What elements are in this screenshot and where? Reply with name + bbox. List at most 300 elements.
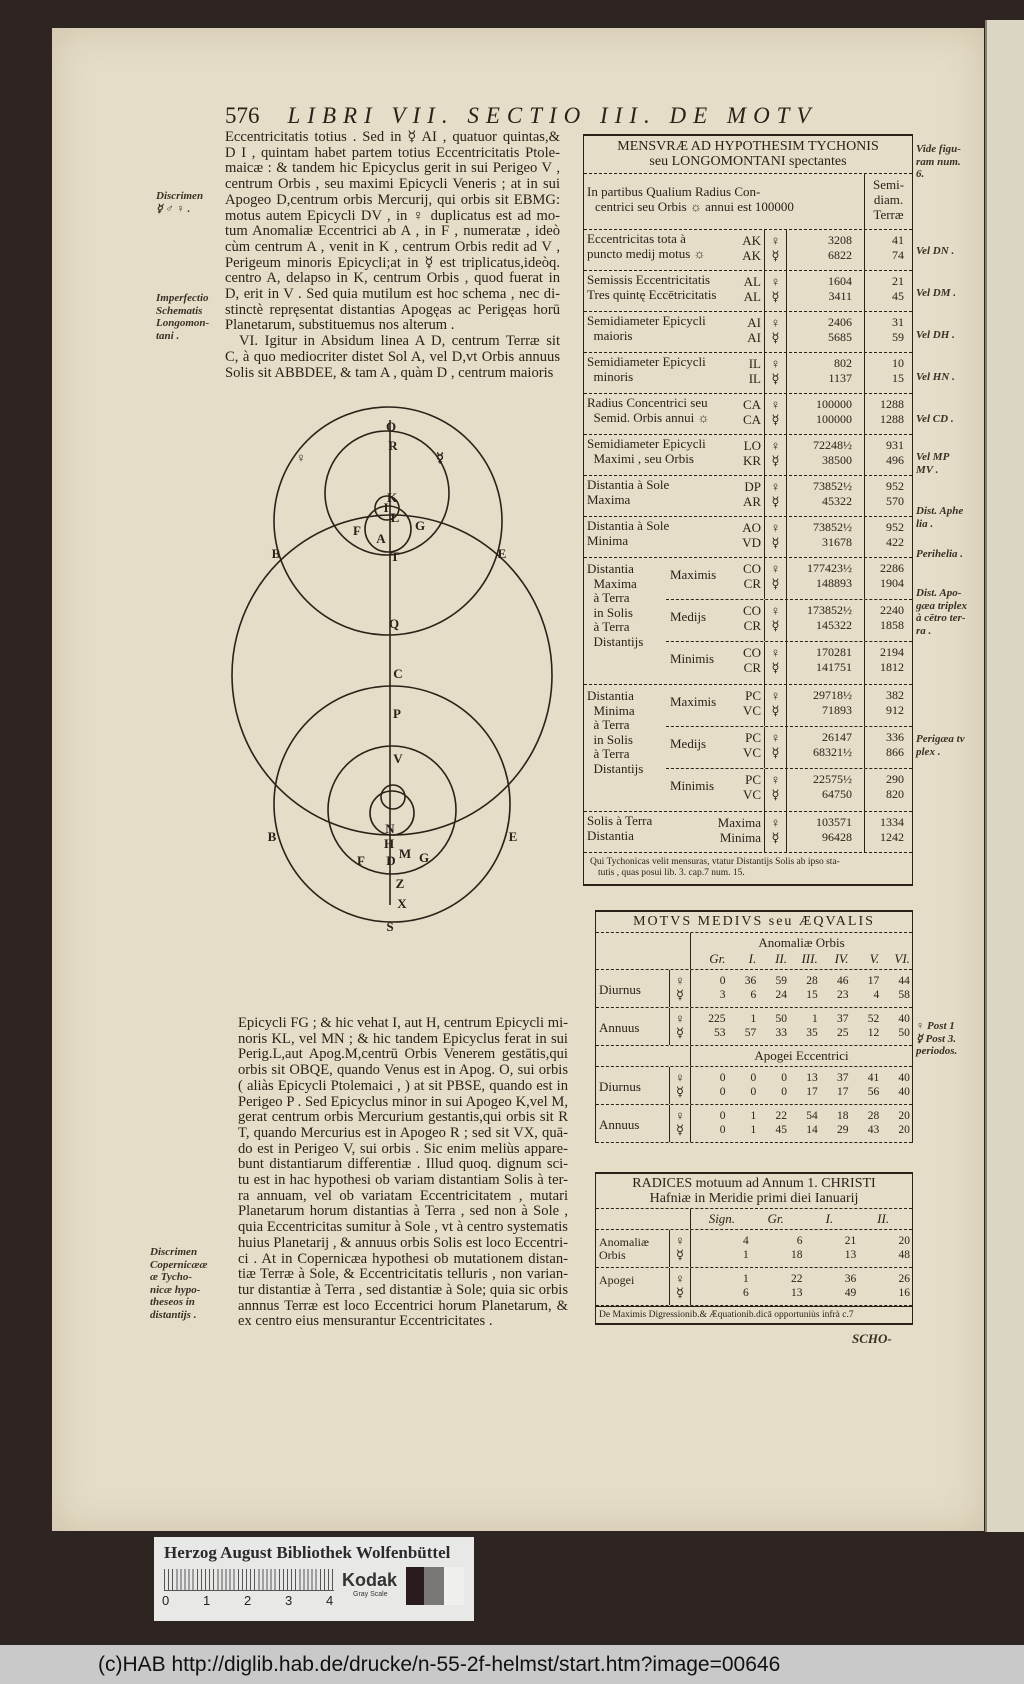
value: 52: [867, 1013, 880, 1025]
text-line: Perigeo P . Sed Epicyclus minor in sui Apogeo K,vel M,: [238, 1093, 568, 1110]
code-column: [736, 271, 764, 311]
semidiameter: 1288: [880, 412, 904, 427]
column-label: Gr.: [767, 1211, 784, 1226]
semidiameter-column: [864, 685, 912, 726]
semidiameter-column: [864, 600, 912, 641]
value: 17: [836, 1086, 849, 1098]
code: CO: [742, 603, 761, 618]
row-values: [691, 970, 912, 1007]
code: AK: [742, 233, 761, 248]
row-values: [691, 1105, 912, 1142]
value-column: [786, 600, 864, 641]
code: CR: [743, 576, 761, 592]
column-label: Gr.: [709, 951, 726, 966]
diagram-label: R: [388, 438, 398, 453]
value-column: [786, 230, 864, 270]
row-values: [691, 1067, 912, 1104]
value-line: [695, 1071, 910, 1085]
planet-symbols: [669, 1067, 691, 1104]
planet-symbols: [669, 1008, 691, 1045]
value-column: [786, 812, 864, 852]
value: 141751: [816, 660, 852, 675]
value: 50: [775, 1013, 787, 1025]
swatch-light: [444, 1567, 464, 1605]
value: 14: [806, 1124, 818, 1136]
label-line: Distantijs: [587, 633, 644, 649]
value: 40: [898, 1072, 910, 1084]
row-label: Anomaliæ Orbis: [599, 1235, 649, 1262]
header-spacer: [596, 1046, 691, 1066]
code: CO: [742, 561, 761, 576]
label-line: Solis à Terra: [587, 813, 653, 828]
planet-symbol: ☿: [676, 1285, 684, 1300]
planet-symbol: ☿: [771, 494, 780, 510]
text-line: centrum Orbis , seu maximi Epicycli Veneris ; at in sui: [225, 176, 560, 193]
planet-symbol: ♀: [770, 520, 781, 535]
table-note: [584, 853, 912, 886]
code: KR: [742, 453, 761, 469]
planet-symbol-column: [764, 271, 786, 311]
semidiameter: 15: [892, 371, 904, 386]
table-group: [584, 685, 912, 812]
semidiameter: 931: [886, 438, 904, 452]
diagram-label: E: [508, 829, 518, 844]
label-line: Maximi , seu Orbis: [587, 450, 694, 466]
planet-symbols: [669, 1105, 691, 1142]
code: Maxima: [717, 815, 761, 830]
epicycle-minor-lower: [381, 785, 405, 809]
value: 6822: [828, 248, 852, 263]
text-line: Eccentricitatis totius . Sed in ☿ AI , quatuor quintas,&: [225, 129, 560, 145]
header-spacer: [596, 933, 691, 969]
semidiameter-column: [864, 435, 912, 475]
semidiameter: 74: [892, 248, 904, 263]
note-line: nicæ hypo-: [150, 1283, 201, 1296]
semidiameter-column: [864, 812, 912, 852]
value: 0: [719, 975, 726, 987]
value: 37: [836, 1013, 849, 1025]
note-line: ☿ ♂ ♀ .: [156, 202, 191, 215]
value-line: [695, 1012, 910, 1026]
semidiameter: 952: [886, 479, 904, 493]
value: 6: [750, 989, 757, 1001]
semidiameter: 10: [892, 356, 904, 370]
value: 64750: [822, 787, 852, 802]
label-line: Tres quintę Eccētricitatis: [587, 286, 717, 302]
semidiameter: 336: [886, 730, 904, 744]
planet-symbol: ☿: [771, 330, 780, 346]
planet-symbol: ☿: [771, 660, 780, 676]
value-column: [786, 435, 864, 475]
value: 21: [844, 1235, 857, 1247]
code: PC: [745, 730, 761, 745]
label-line: Distantia: [587, 561, 634, 576]
header-caption: [691, 1046, 912, 1066]
planet-symbol-column: [764, 517, 786, 557]
body-text-bottom: [238, 1016, 568, 1330]
value: 1: [743, 1249, 749, 1261]
subgroup-name: Minimis: [670, 778, 715, 793]
note-line: Longomon-: [156, 317, 210, 329]
semidiameter: 496: [886, 453, 904, 468]
text-line: Solis sit ABBDEE, & tam A , quàm D , centrum maioris: [225, 364, 554, 381]
text-line: T, quando Mercurius est in Apogeo R ; sed sit VX, quā-: [238, 1124, 568, 1141]
header-spacer: [596, 1209, 691, 1229]
value: 170281: [816, 645, 852, 659]
diagram-label: L: [390, 510, 400, 525]
semidiameter: 1242: [880, 830, 904, 845]
text-line: Planetarum, substituemus nos alterum .: [225, 317, 455, 334]
planet-symbol: ☿: [771, 535, 780, 551]
table-title: [584, 136, 912, 174]
text-line: stinctè repręsentat distantias Apogęas ac Perigęas horū: [225, 301, 560, 318]
group-label: [584, 230, 736, 270]
diagram-label: S: [386, 919, 394, 934]
table-row: [596, 1230, 912, 1268]
diagram-label: V: [393, 751, 403, 766]
semidiameter: 2194: [880, 645, 904, 659]
semidiameter: 570: [886, 494, 904, 509]
text-line: huius Planetarij , & annuus orbis Solis est loco Eccentri-: [238, 1234, 568, 1251]
value-column: [786, 353, 864, 393]
value-line: [695, 1234, 910, 1248]
column-label: IV.: [834, 951, 849, 966]
planet-symbol: ♀: [770, 688, 781, 703]
row-label: Diurnus: [599, 982, 641, 997]
planet-symbol-column: [764, 435, 786, 475]
code: Minima: [719, 830, 761, 846]
value: 57: [744, 1027, 757, 1039]
margin-note: [150, 1246, 207, 1321]
value: 6: [743, 1287, 749, 1299]
diagram-label: F: [353, 523, 361, 538]
semidiameter-column: [864, 394, 912, 434]
subgroups: [666, 685, 912, 811]
value-column: [786, 517, 864, 557]
group-label: [584, 312, 736, 352]
code-column: [736, 600, 764, 641]
code: VC: [742, 787, 761, 803]
value: 35: [806, 1027, 818, 1039]
planet-symbol: ♀: [675, 1233, 685, 1248]
value: 0: [781, 1072, 787, 1084]
planet-symbol: ♀: [770, 645, 781, 660]
value: 0: [719, 1086, 726, 1098]
diagram-label: K: [386, 490, 398, 505]
diagram-label: O: [385, 419, 397, 434]
subgroup: [666, 600, 912, 642]
value: 22: [775, 1110, 787, 1122]
table-row: [596, 1008, 912, 1046]
value-line: [695, 1109, 910, 1123]
table-group: [584, 394, 912, 435]
column-header: [596, 1046, 912, 1067]
note-line: tutis , quas posui lib. 3. cap.7 num. 15.: [598, 868, 745, 878]
table-group: [584, 476, 912, 517]
column-label: II.: [877, 1211, 890, 1226]
planet-symbol: ♀: [675, 1070, 685, 1085]
value: 1: [750, 1110, 757, 1122]
title-line: RADICES motuum ad Annum 1. CHRISTI: [632, 1176, 876, 1191]
value: 177423½: [807, 561, 852, 575]
semi-line: Terræ: [873, 207, 904, 222]
subgroup: [666, 642, 912, 684]
value: 22: [791, 1273, 803, 1285]
code: CO: [742, 645, 761, 660]
code: DP: [744, 479, 761, 494]
diagram-label: C: [393, 666, 403, 681]
note-line: MV .: [916, 463, 939, 476]
value: 1137: [828, 371, 852, 386]
table-tycho-measures: [583, 134, 913, 886]
value: 45322: [822, 494, 852, 509]
code: CR: [743, 618, 761, 634]
value: 37: [836, 1072, 849, 1084]
column-header: [596, 933, 912, 970]
planet-symbol: ♀: [770, 772, 781, 787]
semidiameter-column: [864, 312, 912, 352]
semidiameter: 2286: [880, 561, 904, 575]
note-line: SCHO-: [852, 1331, 892, 1346]
semidiameter-column: [864, 476, 912, 516]
note-line: Discrimen: [150, 1246, 198, 1258]
column-label: II.: [775, 951, 787, 966]
ruler: [164, 1569, 334, 1591]
semidiameter: 382: [886, 688, 904, 702]
note-line: Dist. Apo-: [916, 587, 962, 599]
text-line: tum Anomaliæ Eccentrici ab A , in F , numeratæ , ideò: [225, 223, 560, 240]
table-group: [584, 353, 912, 394]
table-title: MOTVS MEDIVS seu ÆQVALIS: [596, 912, 912, 933]
text-line: Perigeum minoris Epicycli;at in ☿ est triplicatus,ideòq.: [225, 254, 560, 271]
label-line: in Solis: [587, 731, 633, 747]
ruler-number: 0: [162, 1593, 170, 1608]
value-column: [786, 769, 864, 811]
planet-symbols: [669, 1268, 691, 1305]
column-header: [596, 1209, 912, 1230]
value-column: [786, 271, 864, 311]
code-column: [736, 435, 764, 475]
table-title: [596, 1174, 912, 1209]
diagram-label: D: [386, 853, 396, 868]
section-title: Apogei Eccentrici: [754, 1048, 849, 1063]
text-line: ex centro eius mensurantur Eccentricitates .: [238, 1313, 493, 1330]
text-line: Planetarum horum distantias à Terra , sed non à Sole ,: [238, 1203, 568, 1220]
planet-symbols: [669, 1230, 691, 1267]
diagram-label: P: [393, 706, 401, 721]
column-label: I.: [748, 951, 757, 966]
value: 22575½: [813, 772, 852, 786]
planet-symbol-column: [764, 558, 786, 599]
text-line: bunt distantiarum differentiæ . Illud quoq. dignum sci-: [238, 1156, 568, 1173]
table-radices: [595, 1172, 913, 1325]
code: PC: [745, 772, 761, 787]
table-row: [596, 970, 912, 1008]
code: CA: [742, 397, 761, 412]
value: 18: [791, 1249, 803, 1261]
margin-note: [852, 1333, 892, 1346]
note-line: ♀ Post 1: [916, 1020, 955, 1032]
value: 17: [867, 975, 880, 987]
value-line: [695, 1123, 910, 1137]
semidiameter-column: [864, 353, 912, 393]
label-line: Semid. Orbis annui ☼: [587, 409, 710, 425]
row-label: Annuus: [599, 1117, 640, 1132]
subgroup-name: Maximis: [670, 567, 717, 582]
value: 4: [743, 1235, 749, 1247]
note-line: Vide figu-: [916, 143, 961, 155]
semidiameter-column: [864, 558, 912, 599]
value: 54: [806, 1110, 818, 1122]
planet-symbol: ♀: [770, 315, 781, 330]
label-line: Semissis Eccentricitatis: [587, 272, 711, 287]
value: 100000: [816, 397, 852, 411]
code: AR: [742, 494, 761, 510]
value: 0: [719, 1124, 726, 1136]
diagram-label: X: [397, 896, 407, 911]
text-line: do est in Perigeo V, sui orbis . Sic enim meliùs appare-: [238, 1140, 568, 1157]
planet-symbol: ☿: [771, 745, 780, 761]
planet-symbol: ☿: [771, 576, 780, 592]
planet-symbols: [669, 970, 691, 1007]
planet-symbol-column: [764, 727, 786, 768]
value: 68321½: [813, 745, 852, 760]
code: IL: [748, 356, 761, 371]
planet-symbol-column: [764, 476, 786, 516]
code-column: [736, 394, 764, 434]
text-line: Epicycli FG ; & hic vehat I, aut H, centrum Epicycli mi-: [238, 1015, 568, 1031]
value-column: [786, 476, 864, 516]
planet-symbol: ☿: [771, 703, 780, 719]
planet-symbol: ☿: [676, 987, 684, 1002]
semidiameter: 912: [886, 703, 904, 718]
value: 53: [714, 1027, 726, 1039]
semidiameter-column: [864, 769, 912, 811]
value: 802: [834, 356, 852, 370]
value-column: [786, 394, 864, 434]
text-line: gerat centrum orbis Mercurium gestantis,qui orbis sit R: [238, 1109, 568, 1126]
diagram-label: T: [390, 549, 400, 564]
text-line: D I , quintam habet partem totius Eccentricitatis Ptole-: [225, 144, 560, 161]
semidiameter: 422: [886, 535, 904, 550]
label-line: maioris: [587, 327, 633, 343]
group-label: [584, 517, 736, 557]
note-line: 6.: [916, 168, 925, 180]
code-column: [702, 812, 764, 852]
copyright-footer: (c)HAB http://diglib.hab.de/drucke/n-55-2f-helmst/start.htm?image=00646: [0, 1645, 1024, 1684]
unit-line: In partibus Qualium Radius Con-: [587, 184, 761, 199]
value: 0: [750, 1086, 757, 1098]
value: 49: [844, 1287, 857, 1299]
text-line: tur distantiæ à Terra , sed distantiæ à Sole; quia sic orbis: [238, 1281, 568, 1298]
value: 5685: [828, 330, 852, 345]
value: 46: [836, 975, 849, 987]
column-labels: [691, 1211, 912, 1227]
planet-symbol: ☿: [676, 1122, 684, 1137]
title-line: seu LONGOMONTANI spectantes: [649, 154, 847, 169]
venus-orbit-perigee: [274, 686, 510, 922]
planet-symbol: ♀: [675, 1108, 685, 1123]
value: 17: [806, 1086, 818, 1098]
diagram-label: Z: [395, 876, 405, 891]
table-group: [584, 435, 912, 476]
code: PC: [745, 688, 761, 703]
label-line: Distantia: [587, 688, 634, 703]
subgroup: [666, 769, 912, 811]
value: 48: [898, 1249, 910, 1261]
value: 40: [898, 1013, 910, 1025]
margin-note: [916, 1020, 957, 1058]
value: 29: [836, 1124, 849, 1136]
group-label: [584, 812, 702, 852]
planet-symbol-column: [764, 353, 786, 393]
semidiameter: 866: [886, 745, 904, 760]
semidiameter: 41: [892, 233, 904, 247]
text-line: motus autem Epicycli DV , in ♀ duplicatus est ad mo-: [225, 207, 560, 224]
value: 100000: [816, 412, 852, 427]
diagram-label: G: [414, 518, 426, 533]
column-label: V.: [869, 951, 880, 966]
running-title: LIBRI VII. SECTIO III. DE MOTV: [287, 103, 818, 128]
table-row: [596, 1067, 912, 1105]
ruler-number: 1: [203, 1593, 211, 1608]
title-line: Hafniæ in Meridie primi diei Ianuarij: [649, 1191, 859, 1206]
table-group: [584, 812, 912, 853]
semidiameter-column: [864, 271, 912, 311]
planet-symbol: ♀: [770, 730, 781, 745]
planet-symbol: ♀: [770, 438, 781, 453]
column-label: Sign.: [708, 1211, 736, 1226]
group-label: [584, 271, 736, 311]
note-line: ☿ Post 3.: [916, 1032, 957, 1045]
value: 23: [836, 989, 849, 1001]
value: 1: [743, 1273, 749, 1285]
value-line: [695, 1286, 910, 1300]
table-group: [584, 558, 912, 685]
group-label: [584, 394, 736, 434]
note-line: distantijs .: [150, 1308, 197, 1321]
value: 145322: [816, 618, 852, 633]
text-line: Perig.L,aut Apog.M,centrū Orbis Venerem gestātis,qui: [238, 1046, 568, 1063]
page-number: 576: [225, 103, 260, 128]
column-label: III.: [801, 951, 818, 966]
diagram-label: H: [383, 836, 395, 851]
text-line: noris KL, vel MN ; & hic tandem Epicyclus ferat in sui: [238, 1030, 568, 1047]
value: 103571: [816, 815, 852, 829]
table-row: [596, 1105, 912, 1143]
subgroup-name: Medijs: [670, 609, 707, 624]
value: 173852½: [807, 603, 852, 617]
semidiameter: 31: [892, 315, 904, 329]
value: 20: [898, 1110, 910, 1122]
label-line: à Terra: [587, 590, 630, 605]
label-line: à Terra: [587, 746, 630, 761]
value: 1604: [828, 274, 852, 288]
code: AK: [742, 248, 761, 264]
code: AI: [747, 330, 761, 346]
semidiameter: 1812: [880, 660, 904, 675]
note-line: tani .: [156, 329, 180, 342]
table-row: [596, 1268, 912, 1306]
code: LO: [743, 438, 761, 453]
group-label: [584, 435, 736, 475]
planet-symbol: ☿: [676, 1084, 684, 1099]
note-line: Schematis: [156, 304, 203, 317]
row-label: Apogei: [599, 1273, 635, 1287]
text-line: orbis sit OBQE, quando Venus est in Apog. O, sui orbis: [238, 1062, 568, 1079]
diagram-label: B: [267, 829, 277, 844]
note-line: Dist. Aphe: [916, 505, 964, 517]
